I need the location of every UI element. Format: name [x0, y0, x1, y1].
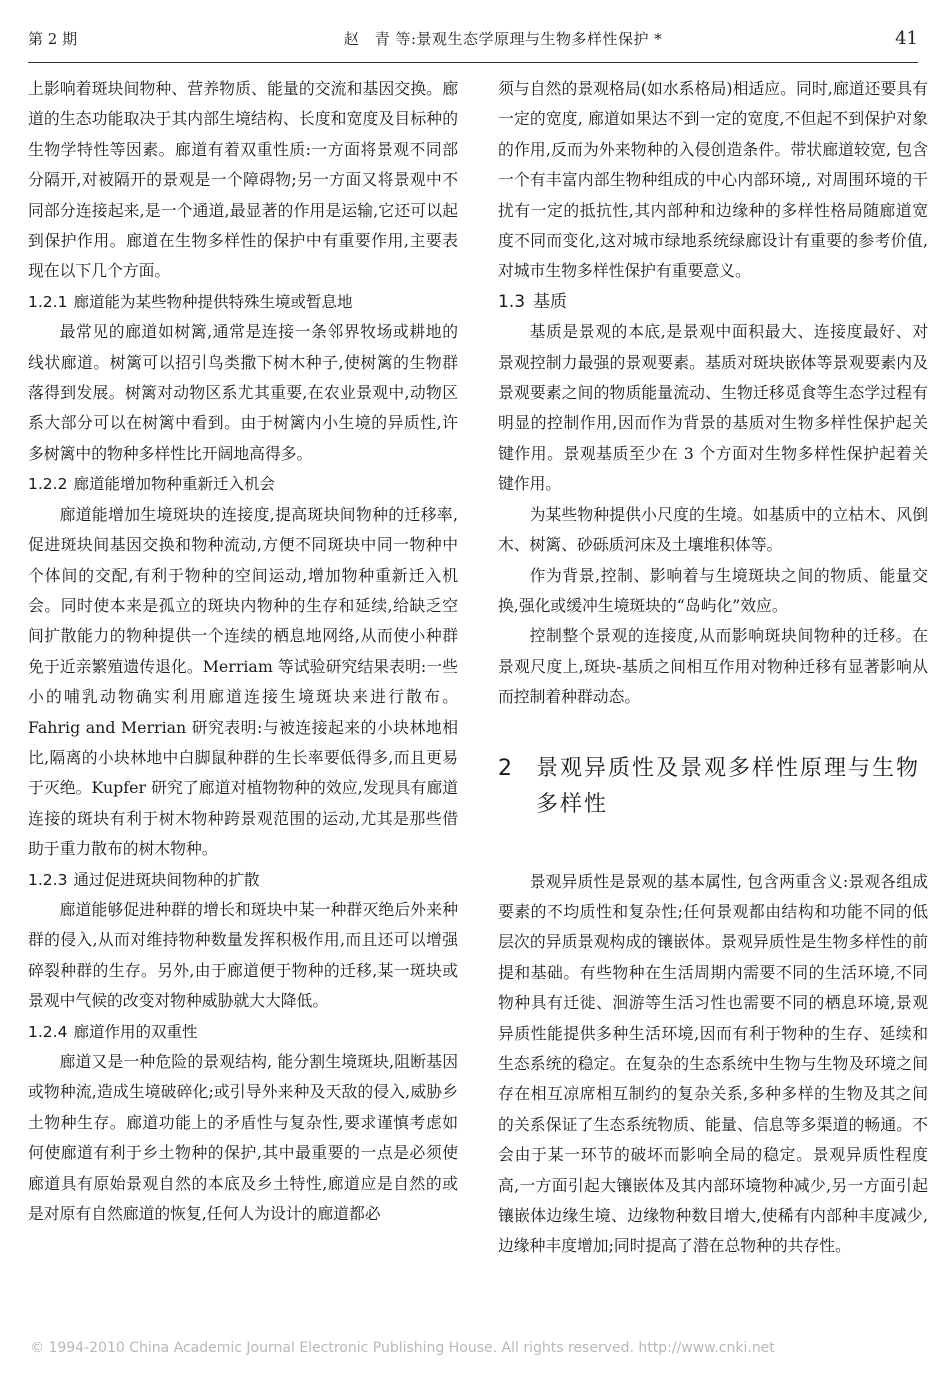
left-column — [28, 74, 458, 1229]
header-rule — [28, 62, 918, 63]
running-header — [28, 18, 918, 58]
subsection-title: 廊道作用的双重性 — [73, 1022, 198, 1041]
subsection-title: 廊道能为某些物种提供特殊生境或暂息地 — [73, 292, 353, 311]
paragraph: 廊道又是一种危险的景观结构, 能分割生境斑块,阻断基因或物种流,造成生境破碎化;或引导外来种及天敌的侵入,威胁乡土物种生存。廊道功能上的矛盾性与复杂性,要求谨慎考虑如何使廊道有利于乡土物种的保护,其中最重要的一点是必须使廊道具有原始景观自然的本底及乡土特性,廊道应是自然的或是对原有自然廊道的恢复,任何人为设计的廊道都必 — [28, 1052, 458, 1224]
subsection-number: 1.2.2 — [28, 475, 68, 494]
subsection-number: 1.2.1 — [28, 292, 68, 311]
subsection-heading — [28, 287, 458, 317]
section-number: 2 — [498, 755, 512, 781]
subsection-title: 廊道能增加物种重新迁入机会 — [73, 475, 275, 494]
paragraph: 廊道能增加生境斑块的连接度,提高斑块间物种的迁移率, 促进斑块间基因交换和物种流动,方便不同斑块中同一物种中个体间的交配,有利于物种的空间运动,增加物种重新迁入机会。同时使本来是孤立的斑块内物种的生存和延续,给缺乏空间扩散能力的物种提供一个连续的栖息地网络,从而使小种群免于近亲繁殖遗传退化。Merriam 等试验研究结果表明:一些小的哺乳动物确实利用廊道连接生境斑块来进行散布。Fahrig and Merrian 研究表明:与被连接起来的小块林地相比,隔离的小块林地中白脚鼠种群的生长率要低得多,而且更易于灭绝。Kupfer 研究了廊道对植物物种的效应,发现具有廊道连接的斑块有利于树木物种跨景观范围的运动,尤其是那些借助于重力散布的树木物种。 — [28, 504, 458, 859]
section-heading-2 — [498, 751, 928, 823]
copyright-watermark: © 1994-2010 China Academic Journal Electronic Publishing House. All rights reserved. http://www.cnki.net — [30, 1340, 775, 1356]
article-running-title: 赵 青 等:景观生态学原理与生物多样性保护 * — [343, 29, 663, 48]
right-column — [498, 74, 928, 1262]
subsection-number: 1.2.4 — [28, 1022, 68, 1041]
subsection-number: 1.2.3 — [28, 870, 68, 889]
page-number: 41 — [895, 27, 918, 49]
section-title: 景观异质性及景观多样性原理与生物多样性 — [536, 755, 921, 817]
subsection-heading — [28, 1017, 458, 1047]
section-number: 1.3 — [498, 291, 526, 312]
paragraph: 须与自然的景观格局(如水系格局)相适应。同时,廊道还要具有一定的宽度, 廊道如果达不到一定的宽度,不但起不到保护对象的作用,反而为外来物种的入侵创造条件。带状廊道较宽, 包含一个有丰富内部生物种组成的中心内部环境,, 对周围环境的干扰有一定的抵抗性,其内部种和边缘种的多样性格局随廊道宽度不同而变化,这对城市绿地系统绿廊设计有重要的参考价值,对城市生物多样性保护有重要意义。 — [498, 79, 928, 281]
subsection-title: 通过促进斑块间物种的扩散 — [73, 870, 260, 889]
paragraph: 作为背景,控制、影响着与生境斑块之间的物质、能量交换,强化或缓冲生境斑块的“岛屿化”效应。 — [498, 565, 928, 615]
paragraph: 基质是景观的本底,是景观中面积最大、连接度最好、对景观控制力最强的景观要素。基质对斑块嵌体等景观要素内及景观要素之间的物质能量流动、生物迁移觅食等生态学过程有明显的控制作用,因而作为背景的基质对生物多样性保护起关键作用。景观基质至少在 3 个方面对生物多样性保护起着关键作用。 — [498, 322, 928, 494]
subsection-heading — [28, 469, 458, 499]
subsection-heading — [28, 865, 458, 895]
issue-label: 第 2 期 — [28, 29, 78, 48]
paragraph: 廊道能够促进种群的增长和斑块中某一种群灭绝后外来种群的侵入,从而对维持物种数量发挥积极作用,而且还可以增强碎裂种群的生存。另外,由于廊道便于物种的迁移,某一斑块或景观中气候的改变对物种威胁就大大降低。 — [28, 899, 458, 1011]
paragraph: 上影响着斑块间物种、营养物质、能量的交流和基因交换。廊道的生态功能取决于其内部生境结构、长度和宽度及目标种的生物学特性等因素。廊道有着双重性质:一方面将景观不同部分隔开,对被隔开的景观是一个障碍物;另一方面又将景观中不同部分连接起来,是一个通道,最显著的作用是运输,它还可以起到保护作用。廊道在生物多样性的保护中有重要作用,主要表现在以下几个方面。 — [28, 79, 458, 281]
paragraph: 最常见的廊道如树篱,通常是连接一条邻界牧场或耕地的线状廊道。树篱可以招引鸟类撒下树木种子,使树篱的生物群落得到发展。树篱对动物区系尤其重要,在农业景观中,动物区系大部分可以在树篱中看到。由于树篱内小生境的异质性,许多树篱中的物种多样性比开阔地高得多。 — [28, 322, 458, 463]
paragraph: 控制整个景观的连接度,从而影响斑块间物种的迁移。在景观尺度上,斑块-基质之间相互作用对物种迁移有显著影响从而控制着种群动态。 — [498, 626, 928, 707]
paragraph: 为某些物种提供小尺度的生境。如基质中的立枯木、风倒木、树篱、砂砾质河床及土壤堆积体等。 — [498, 504, 928, 555]
paragraph: 景观异质性是景观的基本属性, 包含两重含义:景观各组成要素的不均质性和复杂性;任何景观都由结构和功能不同的低层次的异质景观构成的镶嵌体。景观异质性是生物多样性的前提和基础。有些物种在生活周期内需要不同的生活环境,不同物种具有迁徙、洄游等生活习性也需要不同的栖息环境,景观异质性能提供多种生活环境,因而有利于物种的生存、延续和生态系统的稳定。在复杂的生态系统中生物与生物及环境之间存在相互凉席相互制约的复杂关系,多种多样的生物及其之间的关系保证了生态系统物质、能量、信息等多渠道的畅通。不会由于某一环节的破坏而影响全局的稳定。景观异质性程度高,一方面引起大镶嵌体及其内部环境物种减少,另一方面引起镶嵌体边缘生境、边缘物种数目增大,使稀有内部种丰度减少,边缘种丰度增加;同时提高了潜在总物种的共存性。 — [498, 871, 928, 1256]
section-heading-1-3 — [498, 287, 928, 317]
section-title: 基质 — [533, 291, 568, 312]
